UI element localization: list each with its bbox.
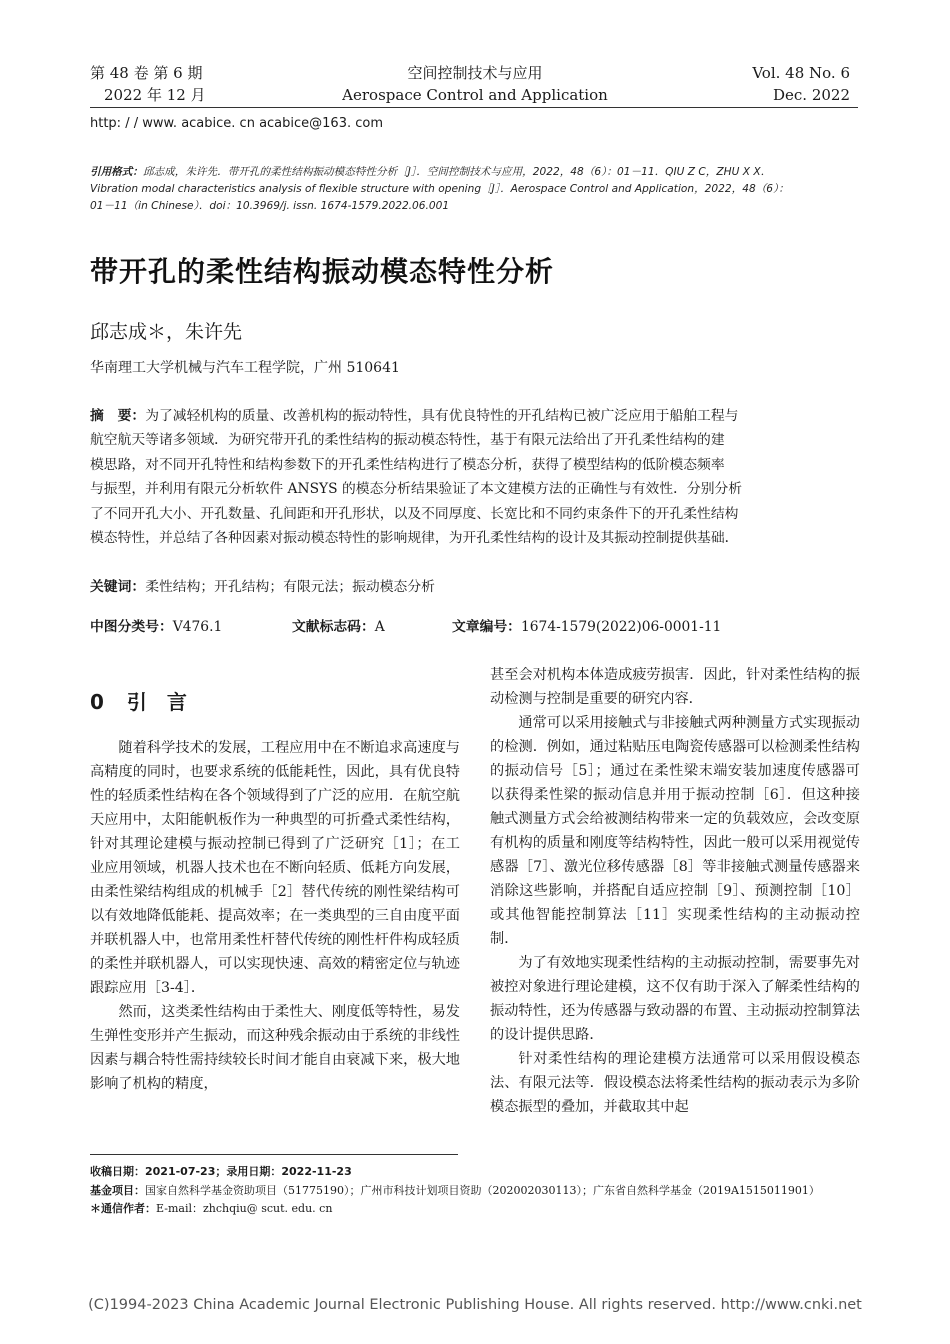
- body-paragraph: 然而，这类柔性结构由于柔性大、刚度低等特性，易发生弹性变形并产生振动，而这种残余振动由于系统的非线性因素与耦合特性需持续较长时间才能自由衰减下来，极大地影响了机构的精度，: [90, 1004, 460, 1092]
- funding-value: 国家自然科学基金资助项目（51775190）；广州市科技计划项目资助（202002030113）；广东省自然科学基金（2019A1515011901）: [145, 1184, 820, 1197]
- doc-code-value: A: [374, 619, 385, 635]
- received-label: 收稿日期：: [90, 1165, 145, 1178]
- citation-block: [90, 164, 860, 215]
- citation-line-2: Vibration modal characteristics analysis of flexible structure with opening［J］．Aerospace Control and Application，2022，48（6）：: [90, 183, 789, 195]
- journal-volume-en: [700, 62, 850, 106]
- journal-name: [300, 62, 650, 106]
- document-code: [292, 615, 385, 635]
- section-title: 引 言: [126, 690, 187, 714]
- clc-label: 中图分类号：: [90, 619, 173, 635]
- body-paragraph: 为了有效地实现柔性结构的主动振动控制，需要事先对被控对象进行理论建模，这不仅有助于深入了解柔性结构的振动特性，还为传感器与致动器的布置、主动振动控制算法的设计提供思路．: [490, 955, 860, 1043]
- footnote-dates: 收稿日期：2021-07-23；录用日期：2022-11-23: [90, 1165, 352, 1178]
- keywords-value: 柔性结构；开孔结构；有限元法；振动模态分析: [145, 579, 435, 595]
- journal-volume-issue: [90, 62, 206, 106]
- left-column: [90, 736, 460, 1096]
- section-number: 0: [90, 690, 104, 714]
- issue-date-text: 2022 年 12 月: [104, 86, 206, 104]
- accepted-label: 录用日期：: [226, 1165, 282, 1178]
- article-number-label: 文章编号：: [452, 619, 521, 635]
- abstract: [90, 404, 860, 550]
- received-value: 2021-07-23: [145, 1165, 216, 1178]
- footnote-rule: [90, 1154, 458, 1155]
- journal-name-cn: 空间控制技术与应用: [407, 64, 543, 82]
- paper-affiliation: 华南理工大学机械与汽车工程学院，广州 510641: [90, 360, 400, 376]
- article-number: [452, 615, 721, 635]
- footnote-funding: [90, 1182, 860, 1200]
- abstract-label: 摘 要：: [90, 408, 146, 424]
- article-number-value: 1674-1579(2022)06-0001-11: [520, 619, 722, 635]
- section-heading: [90, 686, 187, 715]
- header-rule: [90, 107, 858, 108]
- journal-url[interactable]: http: / / www. acabice. cn acabice@163. com: [90, 116, 383, 131]
- clc-number: [90, 615, 222, 635]
- body-paragraph: 随着科学技术的发展，工程应用中在不断追求高速度与高精度的同时，也要求系统的低能耗性，因此，具有优良特性的轻质柔性结构在各个领域得到了广泛的应用．在航空航天应用中，太阳能帆板作为一种典型的可折叠式柔性结构，针对其理论建模与振动控制已得到了广泛研究［1］；在工业应用领域，机器人技术也在不断向轻质、低耗方向发展，由柔性梁结构组成的机械手［2］替代传统的刚性梁结构可以有效地降低能耗、提高效率；在一类典型的三自由度平面并联机器人中，也常用柔性杆替代传统的刚性杆件构成轻质的柔性并联机器人，可以实现快速、高效的精密定位与轨迹跟踪应用［3-4］．: [90, 740, 460, 996]
- clc-value: V476.1: [172, 619, 223, 635]
- right-column: [490, 663, 860, 1119]
- citation-line-3: 01－11（in Chinese）．doi：10.3969/j. issn. 1674-1579.2022.06.001: [90, 200, 450, 212]
- paper-title: 带开孔的柔性结构振动模态特性分析: [90, 255, 555, 288]
- copyright-footer: (C)1994-2023 China Academic Journal Electronic Publishing House. All rights reserved. http://www.cnki.net: [88, 1297, 862, 1313]
- funding-label: 基金项目：: [90, 1184, 145, 1197]
- abstract-line: 为了减轻机构的质量、改善机构的振动特性，具有优良特性的开孔结构已被广泛应用于船舶工程与: [145, 408, 739, 424]
- abstract-line: 与振型，并利用有限元分析软件 ANSYS 的模态分析结果验证了本文建模方法的正确性与有效性．分别分析: [90, 481, 743, 498]
- doc-code-label: 文献标志码：: [292, 619, 375, 635]
- abstract-line: 航空航天等诸多领域．为研究带开孔的柔性结构的振动模态特性，基于有限元法给出了开孔柔性结构的建: [90, 432, 725, 449]
- journal-name-en: Aerospace Control and Application: [342, 86, 608, 104]
- abstract-line: 模态特性，并总结了各种因素对振动模态特性的影响规律，为开孔柔性结构的设计及其振动控制提供基础．: [90, 530, 739, 547]
- volume-issue-text: 第 48 卷 第 6 期: [90, 64, 203, 82]
- corresponding-label: ＊通信作者：: [90, 1202, 156, 1215]
- body-paragraph: 针对柔性结构的理论建模方法通常可以采用假设模态法、有限元法等．假设模态法将柔性结构的振动表示为多阶模态振型的叠加，并截取其中起: [490, 1051, 860, 1115]
- body-paragraph: 甚至会对机构本体造成疲劳损害．因此，针对柔性结构的振动检测与控制是重要的研究内容．: [490, 667, 860, 707]
- issue-date-en: Dec. 2022: [772, 86, 850, 104]
- abstract-line: 模思路，对不同开孔特性和结构参数下的开孔柔性结构进行了模态分析，获得了模型结构的低阶模态频率: [90, 456, 725, 473]
- keywords: [90, 575, 435, 595]
- corresponding-value[interactable]: E-mail：zhchqiu@ scut. edu. cn: [156, 1202, 333, 1215]
- citation-label: 引用格式：: [90, 166, 143, 178]
- accepted-value: 2022-11-23: [281, 1165, 352, 1178]
- keywords-label: 关键词：: [90, 579, 146, 595]
- paper-authors: 邱志成＊，朱许先: [90, 321, 243, 343]
- footnote-corresponding: [90, 1200, 860, 1218]
- volume-issue-en: Vol. 48 No. 6: [752, 64, 850, 82]
- body-paragraph: 通常可以采用接触式与非接触式两种测量方式实现振动的检测．例如，通过粘贴压电陶瓷传感器可以检测柔性结构的振动信号［5］；通过在柔性梁末端安装加速度传感器可以获得柔性梁的振动信息并用于振动控制［6］．但这种接触式测量方式会给被测结构带来一定的负载效应，会改变原有机构的质量和刚度等结构特性，因此一般可以采用视觉传感器［7］、激光位移传感器［8］等非接触式测量传感器来消除这些影响，并搭配自适应控制［9］、预测控制［10］或其他智能控制算法［11］实现柔性结构的主动振动控制．: [490, 715, 860, 947]
- citation-line-1: 邱志成，朱许先．带开孔的柔性结构振动模态特性分析［J］．空间控制技术与应用，2022，48（6）：01－11．QIU Z C，ZHU X X．: [142, 166, 772, 178]
- abstract-line: 了不同开孔大小、开孔数量、孔间距和开孔形状，以及不同厚度、长宽比和不同约束条件下的开孔柔性结构: [90, 505, 739, 522]
